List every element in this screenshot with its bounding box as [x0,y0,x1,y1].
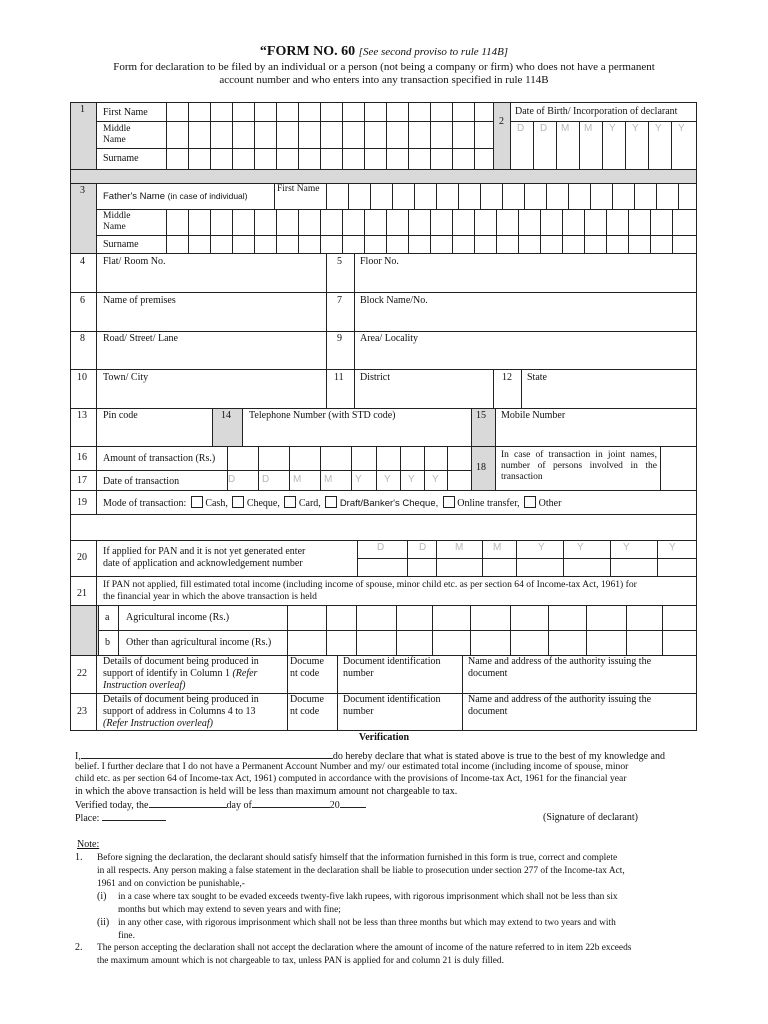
label-amount-of-transaction: Amount of transaction (Rs.) [103,453,216,464]
label-fathers-name [103,190,248,203]
verification-line2: belief. I further declare that I do not have a Permanent Account Number and my/ our estimated total income (including income of spouse, minor [75,761,629,772]
day-of-label: day of [226,800,252,811]
label-area-locality: Area/ Locality [360,333,419,344]
label-id-doc-code-2: nt code [290,668,320,679]
label-middle-name: Middle Name [103,124,131,145]
verification-line4: in which the above transaction is held will be less than maximum amount not chargeable to tax. [75,786,458,797]
row-number-7: 7 [337,295,342,306]
dob-y3: Y [655,123,662,134]
label-mobile-number: Mobile Number [501,410,566,421]
dob-y1: Y [609,123,616,134]
form-description-line1: Form for declaration to be filed by an individual or a person (not being a company or firm) who does not have a permanent [113,61,655,73]
label-block-name: Block Name/No. [360,295,428,306]
label-address-doc-line2: support of address in Columns 4 to 13 [103,706,256,717]
pan-y4: Y [669,542,676,553]
pan-y2: Y [577,542,584,553]
label-date-of-transaction: Date of transaction [103,476,180,487]
pan-d1: D [377,542,385,553]
label-state: State [527,372,547,383]
checkbox-online-transfer[interactable] [443,496,455,508]
label-father-surname: Surname [103,239,139,250]
day-blank[interactable] [149,798,227,808]
note-heading: Note: [77,839,100,850]
note-2-line1: The person accepting the declaration shall not accept the declaration where the amount of income of the nature referred to in item 22b exceeds [97,943,632,953]
letter-b: b [105,637,110,648]
txn-m1: M [293,474,302,485]
note-ii-line2: fine. [118,931,135,941]
row-number-10: 10 [77,372,87,383]
label-first-name: First Name [103,107,148,118]
mode-of-transaction [103,496,561,511]
label-district: District [360,372,390,383]
txn-y2: Y [384,474,391,485]
dob-placeholders[interactable] [510,122,697,136]
note-i-number: (i) [97,891,107,902]
note-1-number: 1. [75,852,83,863]
note-1-line3: 1961 and on conviction be punishable,- [97,879,245,889]
row-number-13: 13 [77,410,87,421]
label-address-doc-code-1: Docume [290,694,324,705]
blank-separator-row [70,514,697,540]
verified-today-line [75,798,366,812]
label-pan-applied-line1: If applied for PAN and it is not yet generated enter [103,546,306,557]
label-fathers-name-note: (in case of individual) [167,191,248,201]
row-number-4: 4 [80,256,85,267]
label-father-first-name: First Name [277,184,320,194]
month-blank[interactable] [252,798,330,808]
checkbox-cheque[interactable] [232,496,244,508]
label-address-authority-1: Name and address of the authority issuing the [468,694,652,705]
year-blank[interactable] [340,798,366,808]
label-address-doc-number-2: number [343,706,374,717]
label-mode-of-transaction: Mode of transaction: [103,498,187,509]
label-pan-applied-line2: date of application and acknowledgement number [103,558,303,569]
agricultural-income-input[interactable] [288,606,700,631]
option-draft: Draft/Banker's Cheque, [339,498,439,509]
father-surname-input[interactable] [166,236,701,255]
road-street-input[interactable] [100,347,326,369]
label-id-doc-number-2: number [343,668,374,679]
option-online-transfer: Online transfer, [457,498,520,509]
dob-m2: M [584,123,593,134]
premises-input[interactable] [100,309,326,331]
txn-y4: Y [432,474,439,485]
label-address-authority-2: document [468,706,508,717]
row-number-14: 14 [221,410,231,421]
label-road-street: Road/ Street/ Lane [103,333,178,344]
telephone-input[interactable] [246,424,472,446]
row-number-1: 1 [80,104,85,115]
joint-persons-input[interactable] [662,448,699,490]
acknowledgement-number-input[interactable] [358,559,700,577]
verified-today-label: Verified today, the [75,800,149,811]
row-number-9: 9 [337,333,342,344]
dob-d2: D [540,123,548,134]
txn-d2: D [262,474,270,485]
form-proviso: [See second proviso to rule 114B] [358,46,509,58]
block-name-input[interactable] [358,309,698,331]
label-father-middle-name: Middle Name [103,211,131,232]
amount-input[interactable] [228,447,474,471]
pan-y1: Y [538,542,545,553]
other-income-input[interactable] [288,631,700,656]
label-joint-names: In case of transaction in joint names, number of persons involved in the transaction [501,450,657,482]
label-id-doc-line1: Details of document being produced in [103,656,259,667]
row-number-12: 12 [502,372,512,383]
state-input[interactable] [524,386,698,408]
option-cheque: Cheque, [246,498,280,509]
father-first-name-input[interactable] [326,183,701,211]
dob-d1: D [517,123,525,134]
label-flat-room: Flat/ Room No. [103,256,166,267]
letter-a: a [105,612,110,623]
pan-m2: M [493,542,502,553]
checkbox-card[interactable] [284,496,296,508]
row-number-21: 21 [77,588,87,599]
label-address-doc-line1: Details of document being produced in [103,694,259,705]
checkbox-cash[interactable] [191,496,203,508]
label-estimated-income-line1: If PAN not applied, fill estimated total income (including income of spouse, minor child etc. as per section 64 of Income-tax Act, 1961) for [103,579,637,590]
pan-application-date-placeholders[interactable] [357,541,697,557]
dob-m1: M [561,123,570,134]
label-floor-no: Floor No. [360,256,399,267]
verification-i: I, [75,751,81,762]
year-prefix: 20 [329,800,340,811]
option-other: Other [538,498,562,509]
town-city-input[interactable] [100,386,326,408]
father-middle-name-input[interactable] [166,210,701,237]
note-i-line2: months but which may extend to seven years and with fine; [118,905,341,915]
label-town-city: Town/ City [103,372,149,383]
row-number-20: 20 [77,552,87,563]
checkbox-other[interactable] [524,496,536,508]
form-number: “FORM NO. 60 [259,44,356,59]
txn-y3: Y [408,474,415,485]
place-blank[interactable] [102,811,166,821]
row-number-11: 11 [334,372,344,383]
label-address-doc-code-2: nt code [290,706,320,717]
label-id-doc-line2-italic: (Refer [232,668,258,679]
label-id-doc-number-1: Document identification [343,656,441,667]
place-label: Place: [75,813,100,824]
note-i-line1: in a case where tax sought to be evaded exceeds twenty-five lakh rupees, with rigorous imprisonment which shall not be less than six [118,892,618,902]
label-id-doc-line2-text: support of identify in Column 1 [103,668,233,679]
pan-d2: D [419,542,427,553]
declarant-name-blank[interactable] [81,749,333,759]
row-number-3: 3 [80,185,85,196]
district-input[interactable] [358,386,494,408]
place-line [75,811,166,825]
surname-input[interactable] [166,149,497,171]
row-number-23: 23 [77,706,87,717]
label-agricultural-income: Agricultural income (Rs.) [126,612,230,623]
dob-y2: Y [632,123,639,134]
label-estimated-income-line2: the financial year in which the above transaction is held [103,591,317,602]
form-description-line2: account number and who enters into any transaction specified in rule 114B [219,74,549,86]
label-address-doc-line3: (Refer Instruction overleaf) [103,718,213,729]
verification-line1-end: do hereby declare that what is stated above is true to the best of my knowledge and [332,751,665,762]
label-address-doc-number-1: Document identification [343,694,441,705]
label-surname: Surname [103,153,139,164]
verification-line3: child etc. as per section 64 of Income-tax Act, 1961) computed in accordance with the provisions of Income-tax Act, 1961 for the financial year [75,773,627,784]
row-number-5: 5 [337,256,342,267]
pan-m1: M [455,542,464,553]
row-number-2: 2 [499,116,504,127]
note-ii-line1: in any other case, with rigorous imprisonment which shall not be less than three months but which may extend to two years and with [118,918,616,928]
dob-y4: Y [678,123,685,134]
first-name-input[interactable] [166,102,497,123]
note-1-line1: Before signing the declaration, the declarant should satisfy himself that the information furnished in this form is true, correct and complete [97,853,618,863]
note-2-line2: the maximum amount which is not chargeable to tax, unless PAN is applied for and column 21 is duly filled. [97,956,504,966]
checkbox-draft[interactable] [325,496,337,508]
floor-no-input[interactable] [358,270,698,292]
pin-code-input[interactable] [100,424,214,446]
txn-d1: D [228,474,236,485]
row-number-18: 18 [476,462,486,473]
txn-y1: Y [355,474,362,485]
txn-m2: M [324,474,333,485]
label-id-doc-code-1: Docume [290,656,324,667]
row-number-19: 19 [77,497,87,508]
middle-name-input[interactable] [166,122,497,150]
label-id-authority-1: Name and address of the authority issuing the [468,656,652,667]
note-ii-number: (ii) [97,917,110,928]
note-2-number: 2. [75,942,83,953]
mobile-number-input[interactable] [498,424,698,446]
note-1-line2: in all respects. Any person making a false statement in the declaration shall be liable to prosecution under section 277 of the Income-tax Act, [97,866,625,876]
row-number-15: 15 [476,410,486,421]
row-number-6: 6 [80,295,85,306]
label-id-doc-line3: Instruction overleaf) [103,680,186,691]
label-telephone: Telephone Number (with STD code) [249,410,396,421]
label-other-income: Other than agricultural income (Rs.) [126,637,272,648]
transaction-date-placeholders[interactable] [227,471,471,489]
label-date-of-birth: Date of Birth/ Incorporation of declarant [515,106,678,117]
label-fathers-name-text: Father's Name [103,191,166,202]
label-id-doc-line2 [103,668,257,680]
flat-room-input[interactable] [100,270,326,292]
label-name-of-premises: Name of premises [103,295,176,306]
pan-y3: Y [623,542,630,553]
verification-heading: Verification [358,732,410,743]
area-locality-input[interactable] [358,347,698,369]
option-cash: Cash, [205,498,228,509]
signature-label: (Signature of declarant) [543,812,638,823]
row-number-16: 16 [77,452,87,463]
row-number-22: 22 [77,668,87,679]
row-number-8: 8 [80,333,85,344]
label-pin-code: Pin code [103,410,138,421]
option-card: Card, [298,498,321,509]
row-number-17: 17 [77,475,87,486]
label-id-authority-2: document [468,668,508,679]
